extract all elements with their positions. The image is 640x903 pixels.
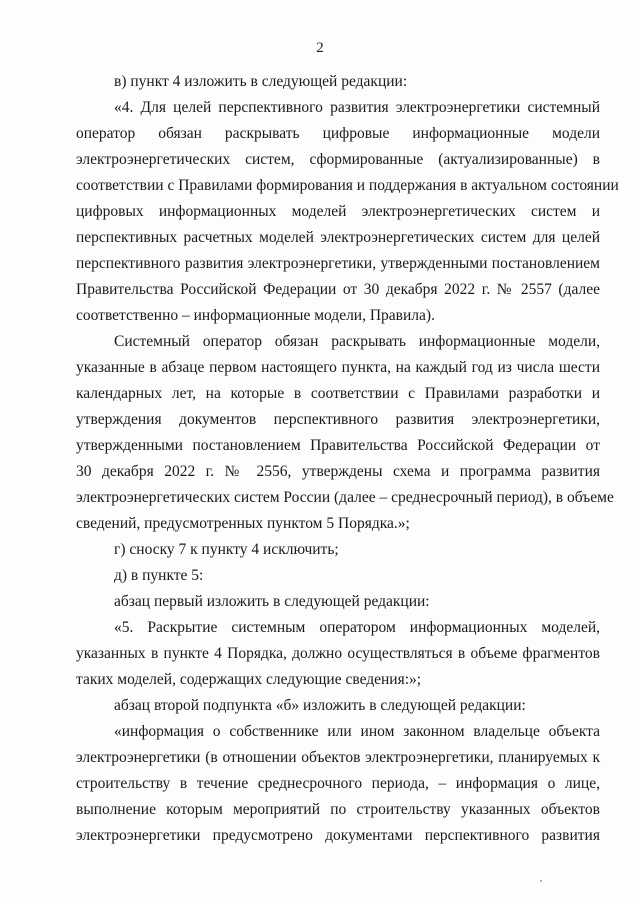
- text-line: утвержденными постановлением Правительства Российской Федерации от: [76, 437, 600, 454]
- text-line: указанные в абзаце первом настоящего пункта, на каждый год из числа шести: [76, 359, 600, 376]
- page-number: 2: [316, 40, 324, 56]
- text-line: Правительства Российской Федерации от 30 декабря 2022 г. № 2557 (далее: [76, 281, 600, 298]
- text-line: календарных лет, на которые в соответствии с Правилами разработки и: [76, 385, 600, 402]
- text-line: электроэнергетики (в отношении объектов электроэнергетики, планируемых к: [76, 749, 600, 766]
- text-line: «5. Раскрытие системным оператором информационных моделей,: [114, 619, 600, 636]
- text-line: строительству в течение среднесрочного периода, – информация о лице,: [76, 775, 600, 792]
- text-line: таких моделей, содержащих следующие сведения:»;: [76, 671, 422, 688]
- text-line: Системный оператор обязан раскрывать информационные модели,: [114, 333, 600, 350]
- scan-speck: [540, 880, 542, 882]
- text-line: «информация о собственнике или ином законном владельце объекта: [114, 723, 600, 740]
- text-line: цифровых информационных моделей электроэнергетических систем и: [76, 203, 600, 220]
- text-line: 30 декабря 2022 г. № 2556, утверждены схема и программа развития: [76, 463, 600, 480]
- text-line: электроэнергетических систем, сформированные (актуализированные) в: [76, 151, 600, 168]
- text-line: сведений, предусмотренных пунктом 5 Порядка.»;: [76, 515, 410, 532]
- text-line: «4. Для целей перспективного развития электроэнергетики системный: [114, 99, 600, 116]
- text-line: электроэнергетики предусмотрено документами перспективного развития: [76, 827, 600, 844]
- text-line: соответствии с Правилами формирования и поддержания в актуальном состоянии: [76, 177, 619, 194]
- text-line: перспективного развития электроэнергетики, утвержденными постановлением: [76, 255, 600, 272]
- text-line: абзац второй подпункта «б» изложить в следующей редакции:: [114, 697, 526, 714]
- text-line: перспективных расчетных моделей электроэнергетических систем для целей: [76, 229, 600, 246]
- text-line: оператор обязан раскрывать цифровые информационные модели: [76, 125, 600, 142]
- text-line: утверждения документов перспективного развития электроэнергетики,: [76, 411, 600, 428]
- text-line: электроэнергетических систем России (далее – среднесрочный период), в объеме: [76, 489, 614, 506]
- text-line: указанных в пункте 4 Порядка, должно осуществляться в объеме фрагментов: [76, 645, 600, 662]
- text-line: соответственно – информационные модели, Правила).: [76, 307, 435, 324]
- text-line: д) в пункте 5:: [114, 567, 204, 584]
- text-line: выполнение которым мероприятий по строительству указанных объектов: [76, 801, 600, 818]
- text-line: в) пункт 4 изложить в следующей редакции:: [114, 73, 408, 90]
- text-line: абзац первый изложить в следующей редакции:: [114, 593, 430, 610]
- text-line: г) сноску 7 к пункту 4 исключить;: [114, 541, 339, 558]
